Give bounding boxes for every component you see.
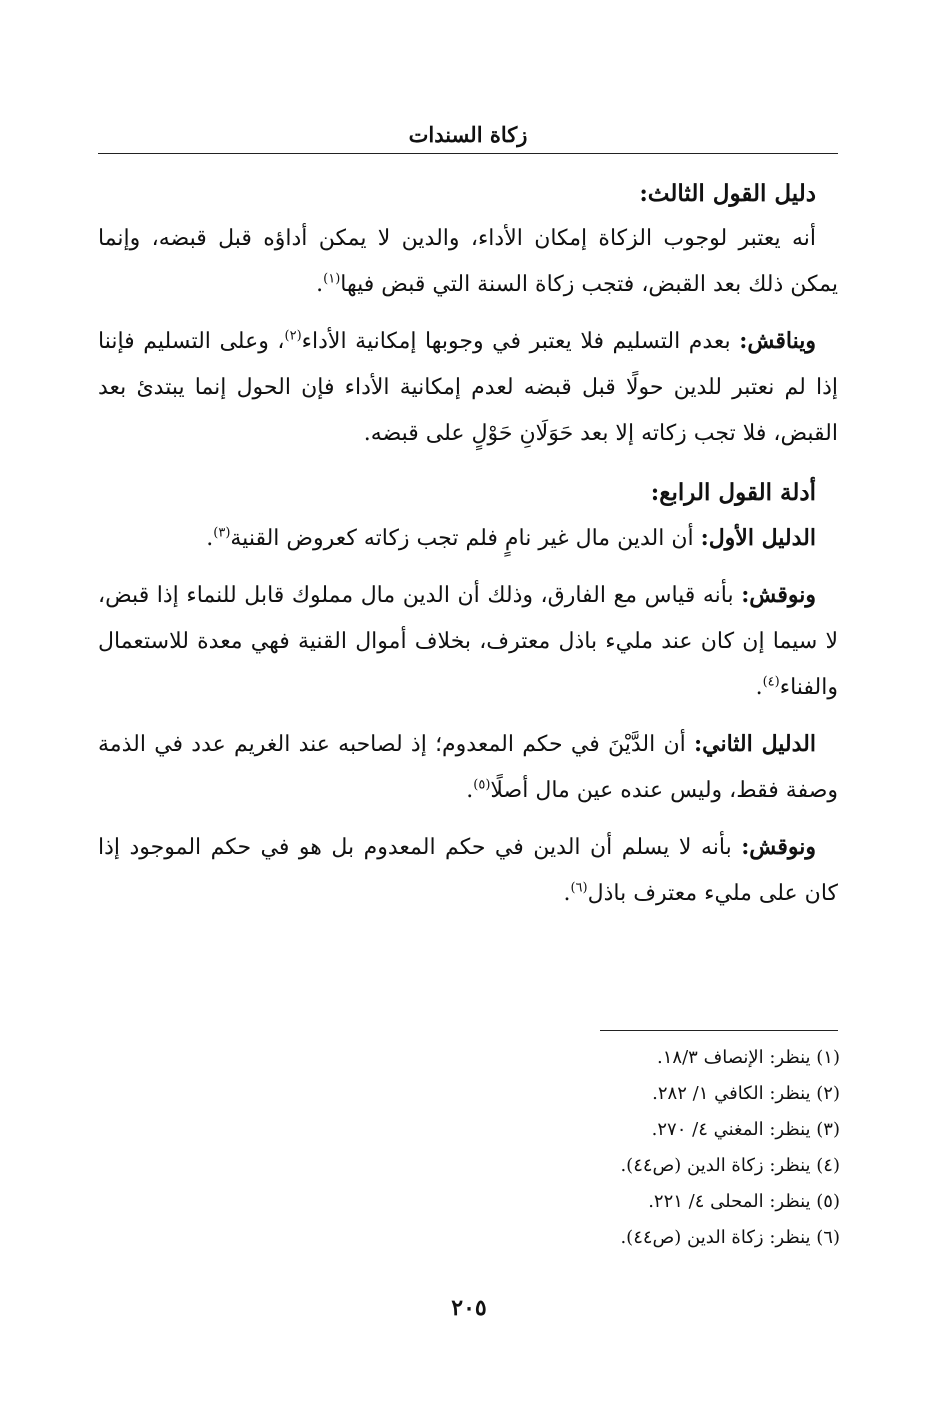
footnote-number: (٦) (816, 1227, 840, 1248)
footnote-text: ينظر: زكاة الدين (ص٤٤). (620, 1155, 811, 1176)
paragraph-text: بعدم التسليم فلا يعتبر في وجوبها إمكانية الأداء (301, 329, 740, 354)
paragraph-lead: ويناقش: (739, 328, 817, 354)
paragraph-discussion-1 (98, 318, 838, 457)
section-heading-fourth-opinion: أدلة القول الرابع: (650, 479, 816, 506)
paragraph-end: . (316, 272, 324, 297)
footnote-item (340, 1148, 840, 1184)
paragraph-discussion-2 (98, 572, 838, 711)
footnote-item (340, 1076, 840, 1112)
header-divider (98, 153, 838, 154)
footnote-text: ينظر: المغني ٤/ ٢٧٠. (651, 1119, 811, 1140)
paragraph-lead: ونوقش: (741, 834, 816, 860)
footnote-item (340, 1112, 840, 1148)
paragraph-end: ، وعلى التسليم فإننا إذا لم نعتبر للدين حولًا قبل قبضه لعدم إمكانية الأداء فإن الحول إنما يبتدئ بعد القبض، فلا تجب زكاته إلا بعد حَوَلَانِ حَوْلٍ على قبضه. (98, 329, 838, 446)
footnotes (340, 1040, 840, 1256)
footnote-number: (٣) (816, 1119, 840, 1140)
footnote-item (340, 1220, 840, 1256)
paragraph-end: . (563, 881, 571, 906)
footnote-text: ينظر: الكافي ١/ ٢٨٢. (652, 1083, 811, 1104)
footnote-text: ينظر: الإنصاف ١٨/٣. (657, 1047, 811, 1068)
footnote-ref-3[interactable]: (٣) (213, 525, 231, 541)
paragraph-discussion-3 (98, 824, 838, 917)
paragraph-text: بأنه لا يسلم أن الدين في حكم المعدوم بل هو في حكم الموجود إذا كان على مليء معترف باذل (98, 835, 838, 906)
footnote-ref-5[interactable]: (٥) (473, 777, 491, 793)
footnote-number: (١) (816, 1047, 840, 1068)
paragraph-text: أن الدين مال غير نامٍ فلم تجب زكاته كعروض القنية (230, 526, 701, 551)
footnote-ref-4[interactable]: (٤) (762, 674, 780, 690)
footnote-number: (٢) (816, 1083, 840, 1104)
paragraph-end: . (466, 778, 474, 803)
paragraph-lead: الدليل الأول: (700, 525, 816, 551)
footnote-divider (600, 1030, 838, 1031)
paragraph-text: بأنه قياس مع الفارق، وذلك أن الدين مال مملوك قابل للنماء إذا قبض، لا سيما إن كان عند مليء باذل معترف، بخلاف أموال القنية فهي معدة للاستعمال والفناء (98, 583, 838, 700)
section-heading-third-opinion: دليل القول الثالث: (639, 180, 816, 207)
footnote-item (340, 1040, 840, 1076)
paragraph-first-evidence (98, 515, 838, 562)
footnote-text: ينظر: زكاة الدين (ص٤٤). (620, 1227, 811, 1248)
paragraph-text: أن الدَّيْنَ في حكم المعدوم؛ إذ لصاحبه عند الغريم عدد في الذمة وصفة فقط، وليس عنده عين مال أصلًا (98, 732, 838, 803)
footnote-text: ينظر: المحلى ٤/ ٢٢١. (648, 1191, 811, 1212)
paragraph-text: أنه يعتبر لوجوب الزكاة إمكان الأداء، والدين لا يمكن أداؤه قبل قبضه، وإنما يمكن ذلك بعد القبض، فتجب زكاة السنة التي قبض فيها (98, 226, 838, 297)
footnote-item (340, 1184, 840, 1220)
paragraph-end: . (206, 526, 214, 551)
footnote-number: (٤) (816, 1155, 840, 1176)
paragraph-lead: الدليل الثاني: (693, 731, 817, 757)
footnote-ref-2[interactable]: (٢) (284, 328, 302, 344)
paragraph-end: . (755, 675, 763, 700)
footnote-number: (٥) (816, 1191, 840, 1212)
paragraph-second-evidence (98, 721, 838, 814)
paragraph-lead: ونوقش: (741, 582, 816, 608)
page-number: ٢٠٥ (451, 1295, 487, 1321)
running-head: زكاة السندات (408, 122, 528, 147)
paragraph-third-evidence (98, 216, 838, 308)
footnote-ref-1[interactable]: (١) (323, 271, 341, 287)
footnote-ref-6[interactable]: (٦) (570, 880, 588, 896)
body-text (98, 172, 838, 917)
